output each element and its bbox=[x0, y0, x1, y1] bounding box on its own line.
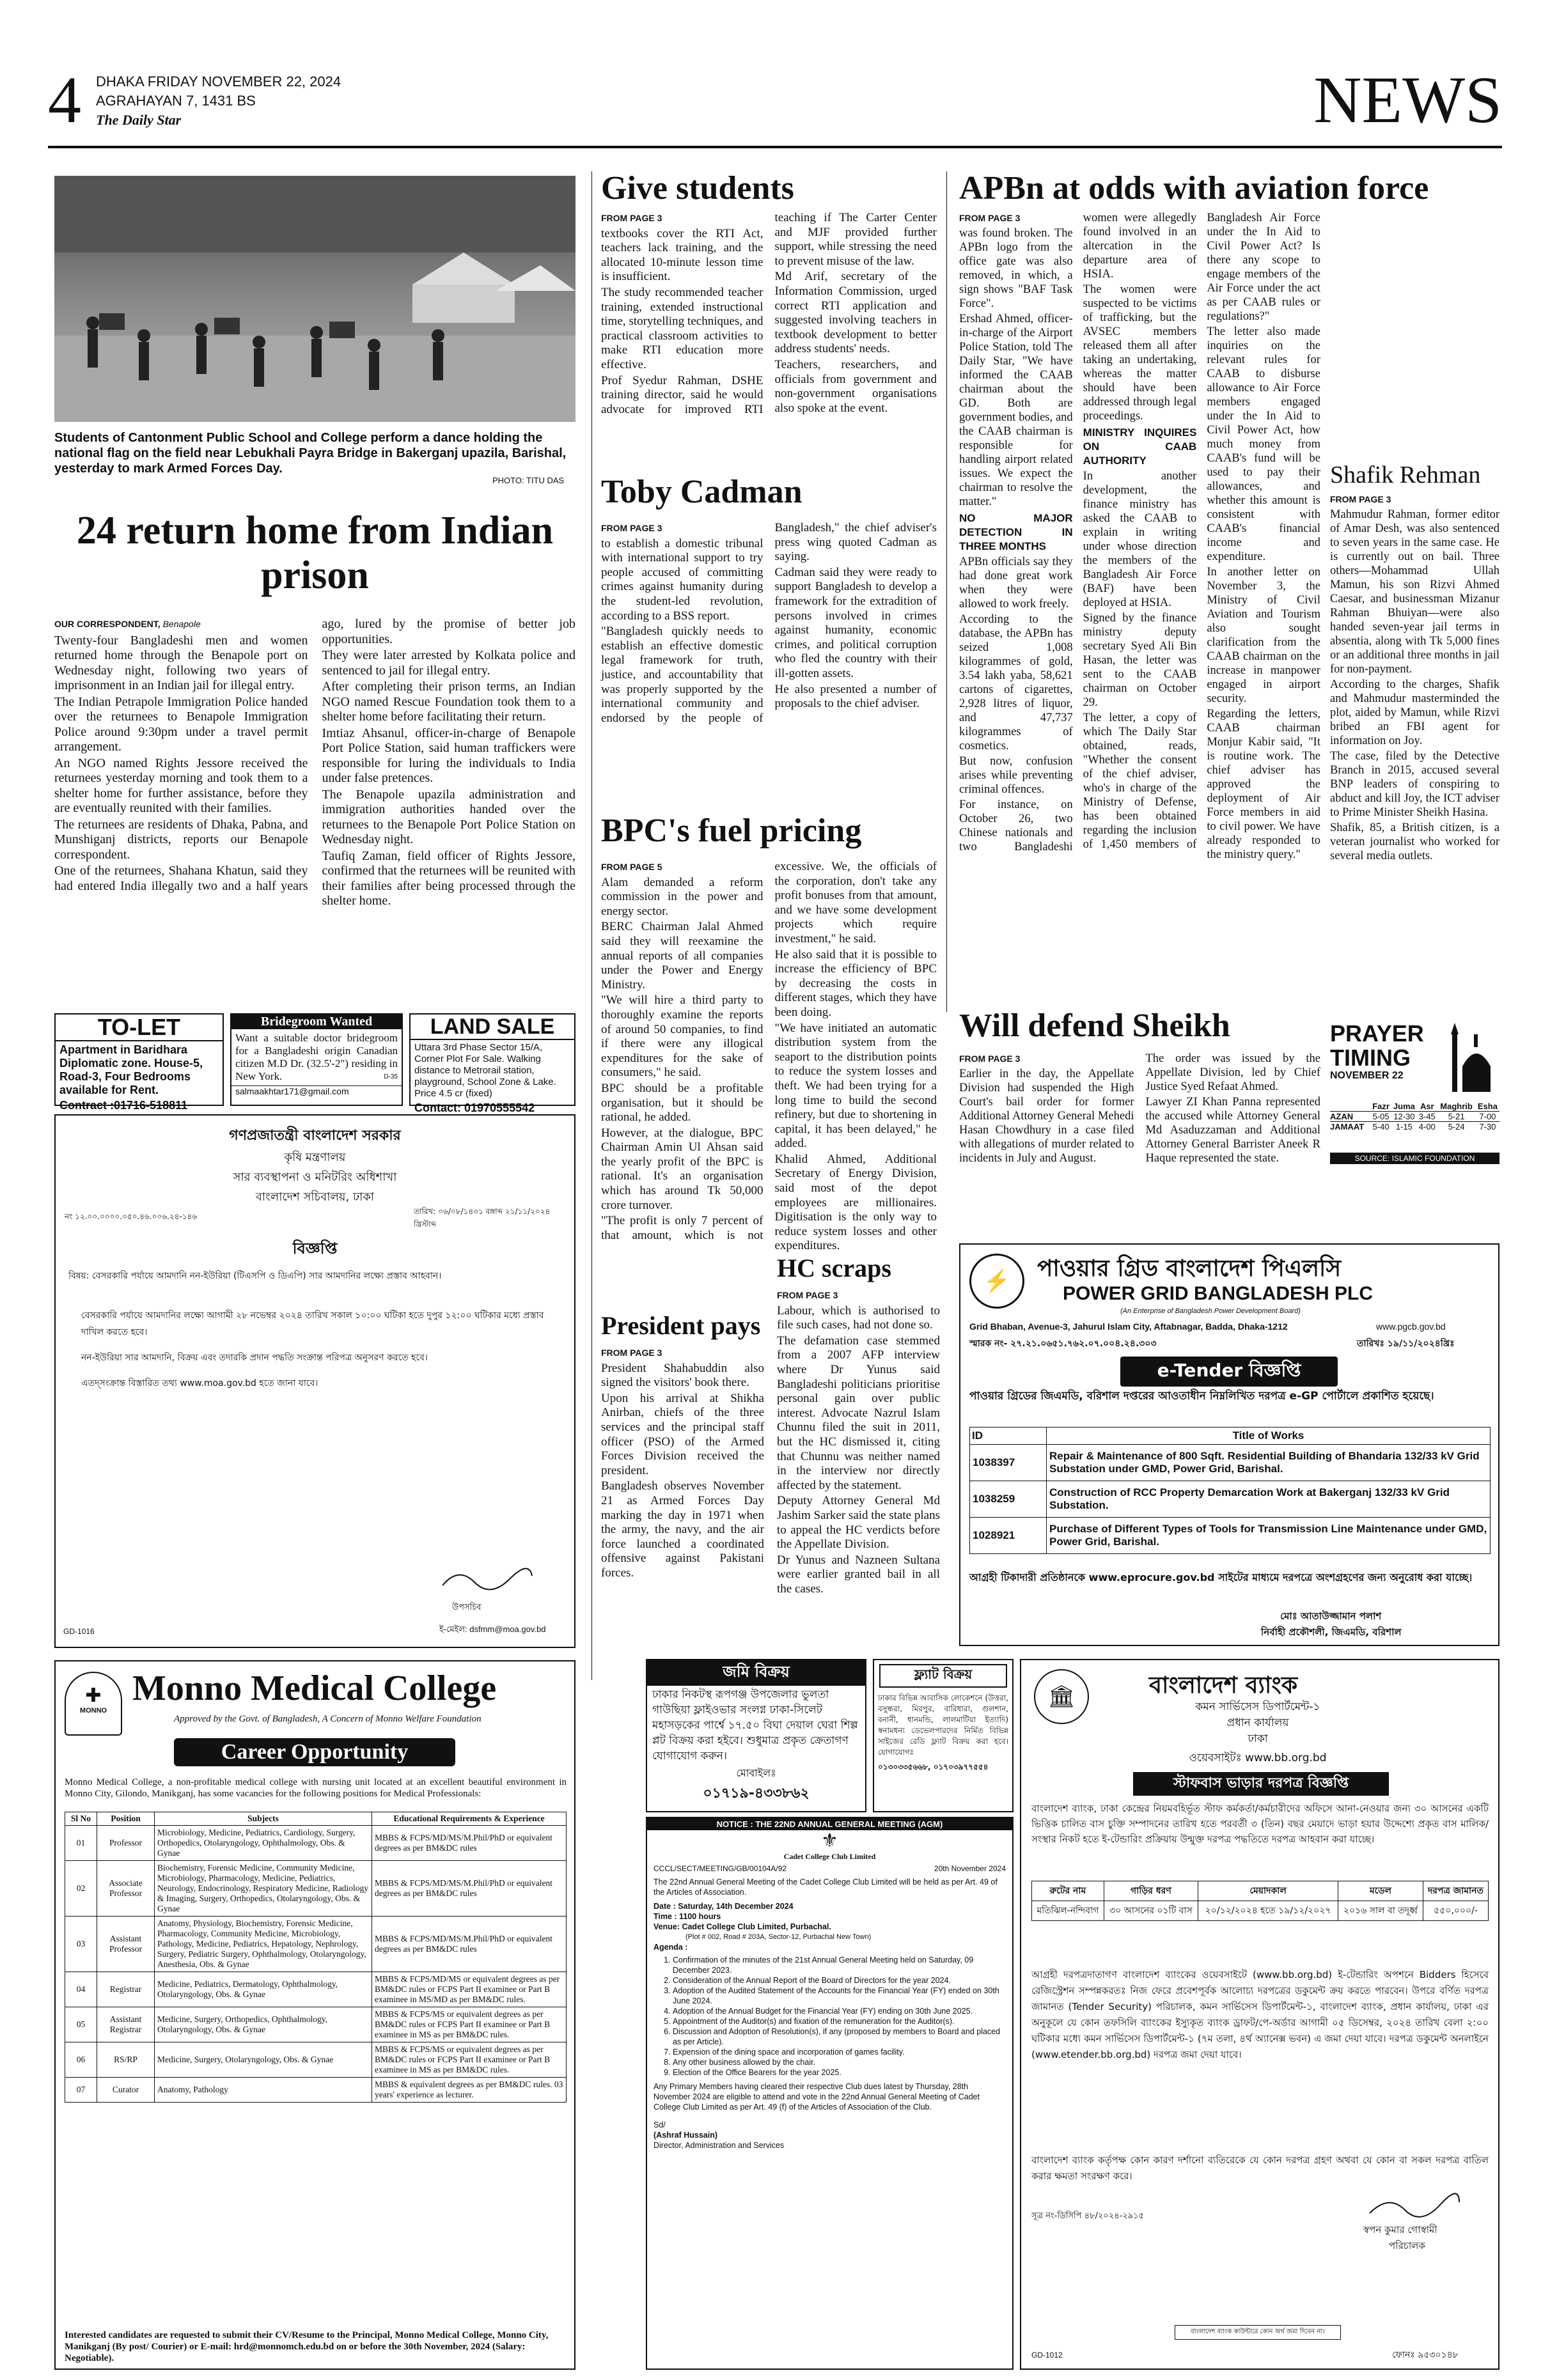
pgcb-notice: পাওয়ার গ্রিডের জিএমডি, বরিশাল দপ্তরের আওতাধীন নিম্নলিখিত দরপত্র e-GP পোর্টালে প্রকাশিত হয়েছে। bbox=[969, 1390, 1434, 1403]
monno-td-sub: Biochemistry, Forensic Medicine, Community Medicine, Microbiology, Pharmacology, Medicine, Pediatrics, Neurology, Endocrinology, Respiratory Medicine, Radiology & Imaging, Surgery, Orthopedics, Otolaryngology, Obs. & Gynae bbox=[155, 1861, 372, 1917]
govt-code: GD-1016 bbox=[63, 1627, 95, 1636]
cadet-sd: Sd/ bbox=[654, 2120, 666, 2129]
lead-story bbox=[54, 617, 575, 1026]
monno-td-sub: Anatomy, Pathology bbox=[155, 2078, 372, 2103]
photo-credit: PHOTO: TITU DAS bbox=[492, 476, 565, 485]
flat-text: ঢাকার বিভিন্ন আবাসিক লোকেশনে (উত্তরা, বসুন্ধরা, মিরপুর, বারিধারা, গুলশান, বনানী, ধানমন্ডি, লালমাটিয়া ইত্যাদি) স্বনামধন্য ডেভেলপারদের নির্মিত বিভিন্ন সাইজের রেডি ফ্ল্যাট বিক্রয় করা হবে। যোগাযোগঃ bbox=[878, 1693, 1008, 1757]
pgcb-td-id: 1038259 bbox=[970, 1481, 1047, 1518]
pgcb-bn-title: পাওয়ার গ্রিড বাংলাদেশ পিএলসি bbox=[1037, 1256, 1342, 1282]
pgcb-th-title: Title of Works bbox=[1047, 1427, 1491, 1445]
bridegroom-title: Bridegroom Wanted bbox=[231, 1015, 402, 1029]
govt-h3: সার ব্যবস্থাপনা ও মনিটরিং অধিশাখা bbox=[233, 1171, 397, 1184]
prayer-name: Asr bbox=[1420, 1101, 1434, 1111]
monno-td-sub: Microbiology, Medicine, Pediatrics, Cardiology, Surgery, Orthopedics, Otolaryngology, Ophthalmology, Obs. & Gynae bbox=[155, 1826, 372, 1861]
cadet-ref: CCCL/SECT/MEETING/GB/00104A/92 bbox=[654, 1864, 787, 1873]
bb-body-2: বাংলাদেশ ব্যাংক কর্তৃপক্ষ কোন কারণ দর্শানো ব্যতিরেকে যে কোন দরপত্র গ্রহণ অথবা যে কোন বা সকল দরপত্র বাতিল করার ক্ষমতা সংরক্ষণ করে। bbox=[1031, 2154, 1489, 2182]
govt-signature bbox=[439, 1563, 535, 1595]
pgcb-td-title: Purchase of Different Types of Tools for Transmission Line Maintenance under GMD, Power Grid, Barishal. bbox=[1047, 1518, 1491, 1554]
lead-headline: 24 return home from Indian prison bbox=[76, 509, 554, 597]
pgcb-table-header bbox=[970, 1427, 1491, 1445]
prayer-time: 1-15 bbox=[1395, 1122, 1413, 1132]
govt-points bbox=[81, 1307, 561, 1392]
president-headline: President pays bbox=[601, 1311, 761, 1340]
pgcb-ref: স্মারক নং- ২৭.২১.০৬৫১.৭৬২.০৭.০০৪.২৪.৩০৩ bbox=[969, 1339, 1157, 1349]
prayer-jamaat-row bbox=[1330, 1122, 1499, 1132]
apbn-body: FROM PAGE 3 was found broken. The APBn logo from the office gate was also removed, in which, a sign shows "BAF Task Force". Ershad Ahmed, officer-in-charge of the Airport Police Station, told The Daily Star, "We have informed the CAAB chairman about the GD. Both are government bodies, and the CAAB chairman is responsible for handling airport related issues. We expect the chairman to resolve the matter." NO MAJOR DETECTION IN THREE MONTHS APBn officials say they had done great work when they were allowed to work freely. According to the database, the APBn has seized 1,008 kilogrammes of gold, 3.54 lakh yaba, 58,621 cartons of cigarettes, 2,928 litres of liquor, and 47,737 kilogrammes of cosmetics. But now, confusion arises while preventing criminal offences. For instance, on October 26, two Chinese nationals and two Bangladeshi women were allegedly found involved in an altercation in the departure area of HSIA. The women were suspected to be victims of trafficking, but the AVSEC members released them all after taking an undertaking, whereas the matter should have been addressed through legal proceedings. MINISTRY INQUIRES ON CAAB AUTHORITY In another development, the finance ministry has asked the CAAB to explain in writing under whose direction the members of the Bangladesh Air Force (BAF) have been deployed at HSIA. Signed by the finance ministry deputy secretary Syed Ali Bin Hasan, the letter was sent to the CAAB chairman on October 29. The letter, a copy of which The Daily Star obtained, reads, "Whether the consent of the chief adviser, who's in charge of the Ministry of Defense, has been obtained regarding the inclusion of 1,450 members of Bangladesh Air Force under the In Aid to Civil Power Act? Is there any scope to engage members of the Air Force under the act as per CAAB rules or regulations?" The letter also made inquiries on the relevant rules for CAAB to disburse allowance to Air Force members engaged under the In Aid to Civil Power Act, how much money from CAAB's fund will be used to pay their allowances, and whether this amount is consistent with CAAB's financial income and expenditure. In another letter on November 3, the Ministry of Civil Aviation and Tourism also sought clarification from the CAAB chairman on the increase in manpower engaged in airport security. Regarding the letters, CAAB chairman Monjur Kabir said, "It is routine work. The chief adviser has approved the deployment of Air Force members in aid to civil power. We have already responded to the ministry query." bbox=[959, 212, 1320, 861]
prayer-time: 7-00 bbox=[1479, 1112, 1496, 1121]
bb-intro: বাংলাদেশ ব্যাংক, ঢাকা কেন্দ্রের নিয়মবহির্ভূত স্টাফ কর্মকর্তা/কর্মচারীদের অফিসে আনা-নেওয়ার জন্য ৩০ আসনের একটি ভিত্তিক চালিত বাস চুক্তি সম্পাদনের তারিখ হতে পরবর্তী ৩ (তিন) বছর মেয়াদে ভাড়া হয়ার উদ্দেশ্যে প্রকৃত বাস মালিক/সংস্থার নিকট হতে ই-টেন্ডারিং প্রক্রিয়ায় উন্মুক্ত দরপত্র পদ্ধতিতে দরপত্র আহবান করা যাচ্ছে। bbox=[1031, 1803, 1489, 1845]
monno-th: Subjects bbox=[155, 1812, 372, 1826]
pgcb-th-id: ID bbox=[970, 1427, 1047, 1445]
bb-sign-name: স্বপন কুমার গোস্বামী bbox=[1363, 2224, 1437, 2236]
president-body: FROM PAGE 3 President Shahabuddin also signed the visitors' book there. Upon his arrival at Shikha Anirban, chiefs of the three services and the principal staff officer (PSO) of the Armed Forces Division received the president. Bangladesh observes November 21 as Armed Forces Day marking the day in 1971 when the army, the navy, and the air force launched a coordinated offensive against Pakistani forces. bbox=[601, 1348, 764, 1580]
bb-title: বাংলাদেশ ব্যাংক bbox=[1149, 1672, 1298, 1699]
govt-point: এতদ্সংক্রান্ত বিস্তারিত তথ্য www.moa.gov.bd হতে জানা যাবে। bbox=[81, 1378, 318, 1388]
pgcb-td-id: 1028921 bbox=[970, 1518, 1047, 1554]
pgcb-address: Grid Bhaban, Avenue-3, Jahurul Islam City, Aftabnagar, Badda, Dhaka-1212 bbox=[969, 1321, 1288, 1332]
sheikh-headline: Will defend Sheikh bbox=[959, 1007, 1230, 1044]
bpc-body: FROM PAGE 5 Alam demanded a reform commission in the power and energy sector. BERC Chairman Jalal Ahmed said they will reexamine the annual reports of all companies under the Power and Energy Ministry. "We will hire a third party to thoroughly examine the reports of around 50 companies, to find if there were any illogical expenditures for the sake of consumers," he said. BPC should be a profitable organisation, but it should be rational, he added. However, at the dialogue, BPC Chairman Amin Ul Ahsan said the yearly profit of the BPC is rational. It's an organisation which has around Tk 50,000 crore turnover. "The profit is only 7 percent of that amount, which is not excessive. We, the officials of the corporation, don't take any profit bonuses from that amount, and we have some development projects which require investment," he said. He also said that it is possible to increase the efficiency of BPC by decreasing the costs in different stages, which they have been doing. "We have initiated an automatic distribution system from the seaport to the distribution points to reduce the system losses and theft. We had been trying for a long time to build the second refinery, but due to shortening in capital, it has been delayed," he added. Khalid Ahmed, Additional Secretary of Energy Division, said most of the depot employees are millionaires. Digitisation is the only way to reduce system losses and other expenditures. bbox=[601, 860, 937, 1253]
pgcb-logo: ⚡ bbox=[969, 1254, 1024, 1309]
bb-table-header bbox=[1032, 1881, 1489, 1901]
monno-table-row bbox=[65, 2007, 567, 2042]
tolet-title: TO-LET bbox=[56, 1015, 223, 1041]
monno-th: Position bbox=[97, 1812, 155, 1826]
pgcb-date: তারিখঃ ১৯/১১/২০২৪খ্রিঃ bbox=[1357, 1339, 1455, 1349]
cadet-venue-sub: (Plot # 002, Road # 203A, Sector-12, Purbachal New Town) bbox=[685, 1933, 872, 1941]
monno-td-pos: Assistant Professor bbox=[97, 1917, 155, 1972]
dance-photo bbox=[54, 176, 575, 422]
hc-headline: HC scraps bbox=[777, 1254, 891, 1282]
monno-table-row bbox=[65, 1972, 567, 2007]
bb-slogan: বাংলাদেশ ব্যাংক কাউন্টারে কোন অর্থ জমা দিবেন না। bbox=[1175, 2325, 1341, 2340]
col-rule bbox=[946, 171, 947, 1012]
photo-caption: Students of Cantonment Public School and College perform a dance holding the national flag on the field near Lebukhali Payra Bridge in Bakerganj upazila, Barishal, yesterday to mark Armed Forces Day. bbox=[54, 431, 567, 476]
cadet-date: 20th November 2024 bbox=[934, 1864, 1006, 1873]
monno-footer: Interested candidates are requested to submit their CV/Resume to the Principal, Monno Medical College, Monno City, Manikganj (By post/ Courier) or E-mail: hrd@monnomch.edu.bd on or before the 30th November, 2024 (Salary: Negotiable). bbox=[65, 2330, 549, 2363]
lead-byline: OUR CORRESPONDENT, bbox=[54, 619, 160, 629]
monno-logo bbox=[65, 1672, 122, 1736]
pgcb-td-id: 1038397 bbox=[970, 1445, 1047, 1481]
toby-headline: Toby Cadman bbox=[601, 474, 802, 510]
hc-body: FROM PAGE 3 Labour, which is authorised to file such cases, had not done so. The defamation case stemmed from a 2007 AFP interview where Dr Yunus said Bangladeshi politicians prioritise personal gain over public interest. Advocate Nazrul Islam Chunnu filed the suit in 2011, but the HC dismissed it, citing that Chunnu was neither named in the interview nor directly affected by the statement. Deputy Attorney General Md Jashim Sarker said the state plans to appeal the HC verdicts before the Appellate Division. Dr Yunus and Nazneen Sultana were earlier granted bail in all the cases. bbox=[777, 1290, 940, 1596]
govt-h1: গণপ্রজাতন্ত্রী বাংলাদেশ সরকার bbox=[229, 1128, 401, 1144]
prayer-name: Fazr bbox=[1372, 1101, 1390, 1111]
land-ad bbox=[646, 1659, 866, 1812]
paper-name: The Daily Star bbox=[96, 112, 182, 128]
sheikh-body: FROM PAGE 3 Earlier in the day, the Appellate Division had suspended the High Court's bail order for former Additional Attorney General Mehedi Hasan Chowdhury in a case filed with allegations of murder related to incidents in July and August. The order was issued by the Appellate Division, led by Chief Justice Syed Refaat Ahmed. Lawyer ZI Khan Panna represented the accused while Attorney General Md Asaduzzaman and Additional Attorney General Barrister Aneek R Haque represented the state. bbox=[959, 1052, 1320, 1165]
govt-sign-title: উপসচিব bbox=[452, 1603, 481, 1612]
cadet-agenda-item: 9. Election of the Office Bearers for the year 2025. bbox=[673, 2067, 1006, 2078]
shafik-body: FROM PAGE 3 Mahmudur Rahman, former editor of Amar Desh, was also sentenced to seven years in the same case. He is currently out on bail. Three others—Mohammad Ullah Mamun, his son Rizvi Ahmed Caesar, and businessman Mizanur Rahman Bhuiyan—were also handed seven-year jail terms in absentia, along with Tk 5,000 fines or an additional three months in jail for non-payment. According to the charges, Shafik and Mahmudur masterminded the plot, aided by Mamun, while Rizvi bribed an FBI agent for information on Joy. The case, filed by the Detective Branch in 2015, accused several BNP leaders of conspiring to abduct and kill Joy, the ICT adviser to Prime Minister Sheikh Hasina. Shafik, 85, a British citizen, is a veteran journalist who worked for several media outlets. bbox=[1330, 494, 1499, 862]
give-body: FROM PAGE 3 textbooks cover the RTI Act, teachers lack training, and the allocated 10-minute lesson time is insufficient. The study recommended teacher training, extended instructional time, storytelling techniques, and practical classroom activities to make RTI education more effective. Prof Syedur Rahman, DSHE training director, said he would advocate for improved RTI teaching if The Carter Center and MJF provided further support, while stressing the need to prevent misuse of the law. Md Arif, secretary of the Information Commission, urged correct RTI application and suggested involving teachers in textbook development to better address students' needs. Teachers, researchers, and officials from government and non-government organisations also spoke at the event. bbox=[601, 211, 937, 416]
give-headline: Give students bbox=[601, 170, 794, 206]
bb-td: ৩০ আসনের ০১টি বাস bbox=[1104, 1901, 1198, 1921]
monno-td-sub: Medicine, Pediatrics, Dermatology, Ophthalmology, Otolaryngology, Obs. & Gynae bbox=[155, 1972, 372, 2007]
govt-point: বেসরকারি পর্যায়ে আমদানির লক্ষ্যে আগামী ২৮ নভেম্বর ২০২৪ তারিখ সকাল ১০:০০ ঘটিকা হতে দুপুর ১২:০০ ঘটিকার মধ্যে প্রস্তাব দাখিল করতে হবে। bbox=[81, 1311, 544, 1337]
bangla-date: AGRAHAYAN 7, 1431 BS bbox=[96, 93, 256, 109]
prayer-name: Esha bbox=[1477, 1101, 1498, 1111]
pgcb-ad bbox=[959, 1243, 1499, 1646]
flat-phone: ০১৩০৩৩৫৬৬৮, ০১৭০৩৯৭৭৫৫৪ bbox=[878, 1762, 989, 1771]
landsale-contact: Contact: 01970555542 bbox=[414, 1101, 535, 1114]
bb-table bbox=[1031, 1881, 1489, 1921]
prayer-table bbox=[1330, 1101, 1499, 1132]
masthead-rule bbox=[48, 146, 1502, 148]
cadet-footer: Any Primary Members having cleared their respective Club dues latest by Thursday, 28th November 2024 are eligible to attend and vote in the 22nd Annual General Meeting of Cadet College Club Limited as per Art. 49 (f) of the Articles of Association of the Club. bbox=[654, 2082, 980, 2112]
cadet-agenda-item: 2. Consideration of the Annual Report of the Board of Directors for the year 2024. bbox=[673, 1975, 1006, 1986]
landsale-ad bbox=[409, 1013, 575, 1114]
pgcb-table-row bbox=[970, 1518, 1491, 1554]
col-rule bbox=[591, 171, 592, 1680]
monno-td-sub: Medicine, Surgery, Orthopedics, Ophthalmology, Otolaryngology, Obs. & Gynae bbox=[155, 2007, 372, 2042]
cadet-agenda-item: 6. Discussion and Adoption of Resolution(s), if any (proposed by members to Board and placed as per Article). bbox=[673, 2026, 1006, 2047]
pgcb-table-row bbox=[970, 1481, 1491, 1518]
apbn-subhead: NO MAJOR DETECTION IN THREE MONTHS bbox=[959, 512, 1073, 552]
govt-ref: নং ১২.০০.০০০০.০৫০.৪৬.০০৬.২৪-১৪৬ bbox=[65, 1212, 198, 1221]
cadet-signer: (Ashraf Hussain) bbox=[654, 2131, 718, 2140]
bridegroom-code: D-35 bbox=[384, 1073, 398, 1080]
date-line: DHAKA FRIDAY NOVEMBER 22, 2024 bbox=[96, 74, 341, 89]
bb-th: মডেল bbox=[1338, 1881, 1423, 1901]
monno-title: Monno Medical College bbox=[132, 1668, 497, 1708]
cadet-agenda-item: 4. Adoption of the Annual Budget for the Financial Year (FY) ending on 30th June 2025. bbox=[673, 2006, 1006, 2016]
prayer-time: 5-24 bbox=[1448, 1122, 1465, 1132]
bb-ref: সূত্র নং-ডিসিপি ৪৮/২০২৪-২৯১৫ bbox=[1031, 2211, 1145, 2221]
bb-td: ৫৫০,০০০/- bbox=[1423, 1901, 1488, 1921]
bb-l1: কমন সার্ভিসেস ডিপার্টমেন্ট-১ bbox=[1195, 1700, 1320, 1713]
monno-approved: Approved by the Govt. of Bangladesh, A Concern of Monno Welfare Foundation bbox=[174, 1714, 481, 1724]
monno-td-sub: Anatomy, Physiology, Biochemistry, Forensic Medicine, Pharmacology, Community Medicine, Microbiology, Pathology, Medicine, Pediatrics, Hepatology, Nephrology, Surgery, Pediatric Surgery, Ophthalmology, Otolaryngology, Anesthesia, Obs. & Gynae bbox=[155, 1917, 372, 1972]
monno-intro: Monno Medical College, a non-profitable medical college with nursing unit located at an excellent beautiful environment in Monno City, Gilondo, Manikganj, has some vacancies for the following positions for Medical Professionals: bbox=[65, 1777, 567, 1799]
cadet-signer-title: Director, Administration and Services bbox=[654, 2141, 785, 2150]
monno-td-req: MBBS & equivalent degrees as per BM&DC rules. 03 years' experience as lecturer. bbox=[372, 2078, 567, 2103]
monno-td-req: MBBS & FCPS/MD/MS or equivalent degrees as per BM&DC rules or FCPS Part II examinee or Part B examinee in MS/MD as per BM&DC rules. bbox=[372, 1972, 567, 2007]
cadet-club: Cadet College Club Limited bbox=[783, 1852, 876, 1861]
monno-td-req: MBBS & FCPS/MS or equivalent degrees as per BM&DC rules or FCPS Part II examinee or Part B examinee in MS as per BM&DC rules. bbox=[372, 2042, 567, 2078]
cadet-intro: The 22nd Annual General Meeting of the Cadet College Club Limited will be held as per Art. 49 of the Articles of Association. bbox=[654, 1878, 998, 1897]
prayer-azan-row bbox=[1330, 1112, 1499, 1122]
cadet-agenda-item: 5. Appointment of the Auditor(s) and fixation of the remuneration for the Auditor(s). bbox=[673, 2016, 1006, 2026]
mosque-icon bbox=[1448, 1022, 1499, 1092]
monno-td-sl: 01 bbox=[65, 1826, 97, 1861]
cadet-ad bbox=[646, 1817, 1014, 2370]
monno-table bbox=[65, 1812, 567, 2103]
prayer-row-label: AZAN bbox=[1330, 1112, 1354, 1121]
govt-ad bbox=[54, 1114, 575, 1648]
pgcb-web: www.pgcb.gov.bd bbox=[1376, 1321, 1446, 1332]
cadet-agenda bbox=[647, 1955, 1012, 2078]
govt-h4: বাংলাদেশ সচিবালয়, ঢাকা bbox=[255, 1190, 375, 1204]
monno-td-pos: Curator bbox=[97, 2078, 155, 2103]
pgcb-en-title: POWER GRID BANGLADESH PLC bbox=[1063, 1283, 1374, 1304]
monno-td-sl: 06 bbox=[65, 2042, 97, 2078]
bpc-headline: BPC's fuel pricing bbox=[601, 813, 862, 849]
bb-table-row bbox=[1032, 1901, 1489, 1921]
monno-th: Educational Requirements & Experience bbox=[372, 1812, 567, 1826]
bb-ad bbox=[1020, 1659, 1499, 2370]
monno-td-pos: Registrar bbox=[97, 1972, 155, 2007]
photo-illustration bbox=[54, 176, 575, 422]
bb-body: আগ্রহী দরপত্রদাতাগণ বাংলাদেশ ব্যাংকের ওয়েবসাইটে (www.bb.org.bd) ই-টেন্ডারিং অপশনে Bidders হিসেবে রেজিস্ট্রেশন সম্পন্নকরতঃ নিজ ফেরে প্রবেশপূর্বক আলোচ্য দরপত্রের ডকুমেন্ট ক্রয় করতে পারবেন। উপরে বর্ণিত দরপত্র জামানত (Tender Security) পরিচালক, কমন সার্ভিসেস ডিপার্টমেন্ট-১, বাংলাদেশ ব্যাংক, প্রধান কার্যালয়, ঢাকা এর অনুকূলে যে কোন তফসিলি ব্যাংকের ইস্যুকৃত ব্যাংক ড্রাফট/পে-অর্ডার আগামী ০৫ ডিসেম্বর, ২০২৪ তারিখ বেলা ২:০০ ঘটিকার মধ্যে কমন সার্ভিসেস ডিপার্টমেন্ট-১ (৭ম তলা, ৪র্থ অ্যানেক্স ভবন) এ জমা দেয়া যাবে। দরপত্র ডকুমেন্ট অনলাইনে (www.etender.bb.org.bd) দরপত্র জমা দেয়া যাবে। bbox=[1031, 1969, 1489, 2060]
land-phone: ০১৭১৯-৪৩৩৮৬২ bbox=[703, 1785, 810, 1801]
monno-td-req: MBBS & FCPS/MD/MS/M.Phil/PhD or equivalent degrees as per BM&DC rules bbox=[372, 1917, 567, 1972]
masthead bbox=[48, 63, 1502, 150]
prayer-name: Maghrib bbox=[1440, 1101, 1473, 1111]
landsale-text: Uttara 3rd Phase Sector 15/A, Corner Plot For Sale. Walking distance to Metrorail station, playground, School Zone & Lake. Price 4.5 cr (fixed) bbox=[414, 1042, 556, 1099]
monno-td-sl: 04 bbox=[65, 1972, 97, 2007]
pgcb-sign-name: মোঃ আতাউজ্জামান পলাশ bbox=[1280, 1610, 1382, 1622]
prayer-time: 5-21 bbox=[1448, 1112, 1465, 1121]
monno-logo-icon: ✚ bbox=[85, 1684, 102, 1707]
pgcb-footer: আগ্রহী টিকাদারী প্রতিষ্ঠানকে www.eprocure.gov.bd সাইটের মাধ্যমে দরপত্রে অংশগ্রহণের জন্য অনুরোধ করা যাচ্ছে। bbox=[969, 1571, 1473, 1583]
monno-table-header bbox=[65, 1812, 567, 1826]
govt-date: তারিখ: ০৬/০৮/১৪৩১ বঙ্গাব্দ ২১/১১/২০২৪ খ্রিস্টাব্দ bbox=[414, 1207, 551, 1229]
cadet-agenda-item: 1. Confirmation of the minutes of the 21st Annual General Meeting held on Saturday, 09 December 2023. bbox=[673, 1955, 1006, 1975]
cadet-notice: NOTICE : THE 22ND ANNUAL GENERAL MEETING (AGM) bbox=[647, 1818, 1012, 1830]
flat-title: ফ্ল্যাট বিক্রয় bbox=[879, 1664, 1007, 1688]
apbn-subhead: MINISTRY INQUIRES ON CAAB AUTHORITY bbox=[1083, 426, 1197, 467]
bridegroom-email: salmaakhtar171@gmail.com bbox=[231, 1085, 402, 1096]
bb-subject: স্টাফবাস ভাড়ার দরপত্র বিজ্ঞপ্তি bbox=[1133, 1772, 1389, 1796]
monno-td-pos: Professor bbox=[97, 1826, 155, 1861]
landsale-title: LAND SALE bbox=[411, 1015, 574, 1040]
bb-l3: ঢাকা bbox=[1248, 1732, 1268, 1745]
monno-table-row bbox=[65, 1826, 567, 1861]
monno-td-sl: 07 bbox=[65, 2078, 97, 2103]
monno-td-req: MBBS & FCPS/MD/MS/M.Phil/PhD or equivalent degrees as per BM&DC rules bbox=[372, 1861, 567, 1917]
monno-td-sl: 03 bbox=[65, 1917, 97, 1972]
bb-web: ওয়েবসাইটঃ www.bb.org.bd bbox=[1189, 1752, 1327, 1764]
prayer-title-2: TIMING bbox=[1330, 1045, 1411, 1071]
bb-sign-title: পরিচালক bbox=[1389, 2240, 1425, 2252]
monno-td-req: MBBS & FCPS/MS or equivalent degrees as per BM&DC rules or FCPS Part II examinee or Part B examinee in MS as per BM&DC rules. bbox=[372, 2007, 567, 2042]
tolet-contact: Contract :01716-518811 bbox=[59, 1099, 188, 1112]
prayer-time: 5-05 bbox=[1372, 1112, 1390, 1121]
cadet-agenda-label: Agenda : bbox=[654, 1943, 688, 1952]
bb-th: গাড়ির ধরণ bbox=[1104, 1881, 1198, 1901]
monno-td-sl: 02 bbox=[65, 1861, 97, 1917]
bb-logo: 🏛 bbox=[1034, 1669, 1089, 1724]
pgcb-etender: e-Tender বিজ্ঞপ্তি bbox=[1120, 1357, 1338, 1387]
section-title: NEWS bbox=[1313, 63, 1502, 137]
cadet-agenda-item: 8. Any other business allowed by the chair. bbox=[673, 2057, 1006, 2067]
cadet-logo-icon: ⚜ bbox=[821, 1830, 838, 1852]
cadet-venue: Venue: Cadet College Club Limited, Purbachal. bbox=[654, 1922, 831, 1931]
monno-table-row bbox=[65, 2042, 567, 2078]
bb-code: GD-1012 bbox=[1031, 2351, 1063, 2360]
tolet-text: Apartment in Baridhara Diplomatic zone. House-5, Road-3, Four Bedrooms available for Rent. bbox=[59, 1043, 203, 1096]
tolet-ad bbox=[54, 1013, 224, 1112]
monno-th: Sl No bbox=[65, 1812, 97, 1826]
land-text: ঢাকার নিকটস্থ রূপগঞ্জ উপজেলার ভুলতা গাউছিয়া ফ্লাইওভার সংলগ্ন ঢাকা-সিলেট মহাসড়কের পার্শ্বে ১৭.৫০ বিঘা দেয়াল ঘেরা শিল্প প্লট বিক্রয় করা হইবে। শুধুমাত্র প্রকৃত ক্রেতাগণ যোগাযোগ করুন। bbox=[652, 1688, 858, 1762]
bb-td: মতিঝিল-নন্দিবাগ bbox=[1032, 1901, 1104, 1921]
prayer-name: Juma bbox=[1393, 1101, 1415, 1111]
cadet-when: Date : Saturday, 14th December 2024 bbox=[654, 1902, 794, 1911]
bb-l2: প্রধান কার্যালয় bbox=[1226, 1716, 1289, 1729]
govt-title: বিজ্ঞপ্তি bbox=[292, 1240, 338, 1257]
prayer-row-label: JAMAAT bbox=[1330, 1122, 1365, 1132]
apbn-headline: APBn at odds with aviation force bbox=[959, 170, 1429, 206]
prayer-time: 12-30 bbox=[1393, 1112, 1415, 1121]
bb-td: ২০/১২/২০২৪ হতে ১৯/১২/২০২৭ bbox=[1198, 1901, 1338, 1921]
bb-th: মেয়াদকাল bbox=[1198, 1881, 1338, 1901]
monno-table-row bbox=[65, 1861, 567, 1917]
bb-th: রুটের নাম bbox=[1032, 1881, 1104, 1901]
monno-career: Career Opportunity bbox=[174, 1738, 455, 1766]
monno-td-sl: 05 bbox=[65, 2007, 97, 2042]
monno-ad bbox=[54, 1660, 575, 2370]
govt-point: নন-ইউরিয়া সার আমদানি, বিক্রয় এবং তদারকি প্রদান পদ্ধতি সংক্রান্ত পরিপত্র অনুসরণ করতে হবে। bbox=[81, 1353, 428, 1363]
prayer-head-row bbox=[1330, 1101, 1499, 1112]
bridegroom-ad bbox=[230, 1013, 403, 1106]
monno-td-pos: Assistant Registrar bbox=[97, 2007, 155, 2042]
bb-th: দরপত্র জামানত bbox=[1423, 1881, 1488, 1901]
prayer-time: 5-40 bbox=[1372, 1122, 1390, 1132]
bb-td: ২০১৬ সাল বা তদূর্ধ্ব bbox=[1338, 1901, 1423, 1921]
lead-dateline: Benapole bbox=[162, 619, 201, 629]
pgcb-td-title: Repair & Maintenance of 800 Sqft. Residential Building of Bhandaria 132/33 kV Grid Substation under GMD, Power Grid, Barishal. bbox=[1047, 1445, 1491, 1481]
toby-body: FROM PAGE 3 to establish a domestic tribunal with international support to try people accused of committing crimes against humanity during the student-led revolution, according to a BSS report. "Bangladesh quickly needs to establish an effective domestic legal framework for truth, justice, and accountability that was properly supported by the international community and endorsed by the people of Bangladesh," the chief adviser's press wing quoted Cadman as saying. Cadman said they were ready to support Bangladesh to develop a framework for the extradition of persons involved in crimes against humanity, economic crimes, and political corruption who fled the country with their ill-gotten assets. He also presented a number of proposals to the chief adviser. bbox=[601, 521, 937, 725]
monno-logo-text: MONNO bbox=[79, 1707, 107, 1715]
prayer-box bbox=[1330, 1022, 1499, 1229]
govt-email: ই-মেইল: dsfmm@moa.gov.bd bbox=[439, 1624, 546, 1634]
pgcb-tagline: (An Enterprise of Bangladesh Power Development Board) bbox=[1120, 1307, 1301, 1315]
monno-td-req: MBBS & FCPS/MD/MS/M.Phil/PhD or equivalent degrees as per BM&DC rules bbox=[372, 1826, 567, 1861]
monno-table-row bbox=[65, 2078, 567, 2103]
govt-subject: বিষয়: বেসরকারি পর্যায়ে আমদানি নন-ইউরিয়া (টিএসপি ও ডিএপি) সার আমদানির লক্ষ্যে প্রস্তাব আহবান। bbox=[68, 1271, 442, 1281]
monno-td-pos: Associate Professor bbox=[97, 1861, 155, 1917]
govt-h2: কৃষি মন্ত্রণালয় bbox=[284, 1151, 346, 1164]
cadet-time: Time : 1100 hours bbox=[654, 1912, 721, 1921]
shafik-headline: Shafik Rehman bbox=[1330, 462, 1481, 488]
monno-td-pos: RS/RP bbox=[97, 2042, 155, 2078]
pgcb-td-title: Construction of RCC Property Demarcation Work at Bakerganj 132/33 kV Grid Substation. bbox=[1047, 1481, 1491, 1518]
pgcb-table-row bbox=[970, 1445, 1491, 1481]
pgcb-table bbox=[969, 1427, 1491, 1554]
page-number: 4 bbox=[48, 63, 81, 137]
pgcb-sign-title: নির্বাহী প্রকৌশলী, জিএমডি, বরিশাল bbox=[1261, 1626, 1402, 1638]
cadet-agenda-item: 3. Adoption of the Audited Statement of the Accounts for the Financial Year (FY) ended on 30th June 2024. bbox=[673, 1986, 1006, 2006]
flat-ad bbox=[873, 1659, 1014, 1812]
cadet-agenda-item: 7. Expension of the dining space and incorporation of games facility. bbox=[673, 2047, 1006, 2057]
land-title: জমি বিক্রয় bbox=[647, 1660, 865, 1686]
prayer-time: 4-00 bbox=[1418, 1122, 1436, 1132]
bb-phone: ফোনঃ ৯৫৩০১৪৮ bbox=[1392, 2350, 1459, 2360]
lead-body: OUR CORRESPONDENT, Benapole Twenty-four Bangladeshi men and women returned home through the Benapole port on Wednesday night, following two years of imprisonment in an Indian jail for illegal entry. The Indian Petrapole Immigration Police handed over the returnees to Benapole Immigration Police around 9:30pm under a travel permit arrangement. An NGO named Rights Jessore received the returnees yesterday morning and took them to a shelter home for further assistance, before they are eventually reunited with their families. The returnees are residents of Dhaka, Pabna, and Munshiganj districts, reports our Benapole correspondent. One of the returnees, Shahana Khatun, said they had entered India illegally two and a half years ago, lured by the promise of better job opportunities. They were later arrested by Kolkata police and sentenced to jail for illegal entry. After completing their prison terms, an Indian NGO named Rescue Foundation took them to a shelter home before facilitating their return. Imtiaz Ahsanul, officer-in-charge of Benapole Port Police Station, said human traffickers were responsible for luring the individuals to India under false pretences. The Benapole upazila administration and immigration authorities handed over the returnees to the Benapole Port Police Station on Wednesday night. Taufiq Zaman, field officer of Rights Jessore, confirmed that the returnees will be reunited with their families after being processed through the shelter home. bbox=[54, 617, 575, 908]
prayer-title: PRAYER bbox=[1330, 1020, 1424, 1046]
prayer-source: SOURCE: ISLAMIC FOUNDATION bbox=[1330, 1153, 1499, 1164]
prayer-time: 3-45 bbox=[1418, 1112, 1436, 1121]
bridegroom-text: Want a suitable doctor bridegroom for a Bangladeshi origin Canadian citizen M.D Dr. (32.5'-2") residing in New York. bbox=[235, 1032, 398, 1082]
land-mobile-label: মোবাইলঃ bbox=[736, 1767, 776, 1779]
prayer-date: NOVEMBER 22 bbox=[1330, 1070, 1404, 1081]
prayer-time: 7-30 bbox=[1479, 1122, 1496, 1132]
bb-signature bbox=[1366, 2191, 1462, 2223]
monno-td-sub: Medicine, Surgery, Otolaryngology, Obs. & Gynae bbox=[155, 2042, 372, 2078]
monno-table-row bbox=[65, 1917, 567, 1972]
